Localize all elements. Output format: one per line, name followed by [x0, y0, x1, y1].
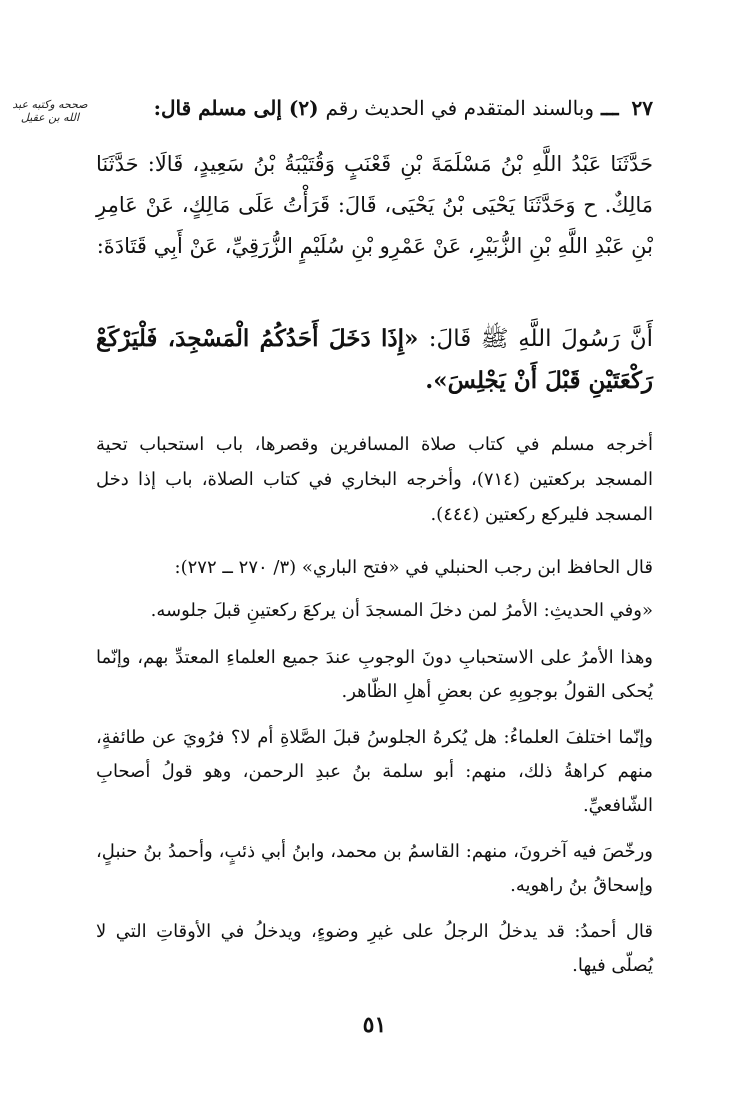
- hadith-number: ٢٧: [631, 96, 653, 120]
- heading-lead: وبالسند المتقدم في الحديث رقم: [325, 96, 594, 120]
- hadith-matn: «إِذَا دَخَلَ أَحَدُكُمُ الْمَسْجِدَ، فَلْيَرْكَعْ رَكْعَتَيْنِ قَبْلَ أَنْ يَجْلِسَ».: [96, 325, 653, 394]
- page-number: ٥١: [362, 1012, 387, 1038]
- hadith-heading: [96, 92, 653, 124]
- takhrij-text: أخرجه مسلم في كتاب صلاة المسافرين وقصرها، باب استحباب تحية المسجد بركعتين (٧١٤)، وأخرجه البخاري في كتاب الصلاة، باب إذا دخل المسجد فليركع ركعتين (٤٤٤).: [96, 434, 653, 525]
- isnad-text: حَدَّثَنَا عَبْدُ اللَّهِ بْنُ مَسْلَمَةَ بْنِ قَعْنَبٍ وَقُتَيْبَةُ بْنُ سَعِيدٍ، قَالَا: حَدَّثَنَا مَالِكٌ. ح وَحَدَّثَنَا يَحْيَى بْنُ يَحْيَى، قَالَ: قَرَأْتُ عَلَى مَالِكٍ، عَنْ عَامِرِ بْنِ عَبْدِ اللَّهِ بْنِ الزُّبَيْرِ، عَنْ عَمْرِو بْنِ سُلَيْمٍ الزُّرَقِيِّ، عَنْ أَبِي قَتَادَةَ:: [96, 152, 653, 258]
- commentary-paragraph: «وفي الحديثِ: الأمرُ لمن دخلَ المسجدَ أن يركعَ ركعتينِ قبلَ جلوسه.: [150, 600, 653, 621]
- margin-handwritten-note: صححه وكتبه عبد الله بن عقيل: [12, 98, 88, 124]
- commentary-paragraph: وإنّما اختلفَ العلماءُ: هل يُكرهُ الجلوسُ قبلَ الصَّلاةِ أم لا؟ فرُويَ عن طائفةٍ، منهم كراهةُ ذلك، منهم: أبو سلمة بنُ عبدِ الرحمن، وهو قولُ أصحابِ الشّافعيِّ.: [96, 727, 653, 816]
- heading-bold: (٢) إلى مسلم قال:: [153, 96, 319, 120]
- commentary-paragraph: ورخّصَ فيه آخرونَ، منهم: القاسمُ بن محمد، وابنُ أبي ذئبٍ، وأحمدُ بنُ حنبلٍ، وإسحاقُ بنُ راهويه.: [96, 841, 653, 896]
- heading-dash: ـــ: [600, 96, 619, 120]
- commentary-paragraph: وهذا الأمرُ على الاستحبابِ دونَ الوجوبِ عندَ جميع العلماءِ المعتدِّ بهم، وإنّما يُحكى القولُ بوجوبِهِ عن بعضِ أهلِ الظّاهر.: [96, 647, 653, 702]
- hadith-text: [96, 318, 653, 402]
- commentary-paragraph: قال أحمدُ: قد يدخلُ الرجلُ على غيرِ وضوءٍ، ويدخلُ في الأوقاتِ التي لا يُصلّى فيها.: [96, 921, 653, 976]
- hadith-intro: أَنَّ رَسُولَ اللَّهِ ﷺ قَالَ:: [428, 326, 654, 352]
- quote-intro: قال الحافظ ابن رجب الحنبلي في «فتح الباري» (٣/ ٢٧٠ ــ ٢٧٢):: [174, 557, 653, 578]
